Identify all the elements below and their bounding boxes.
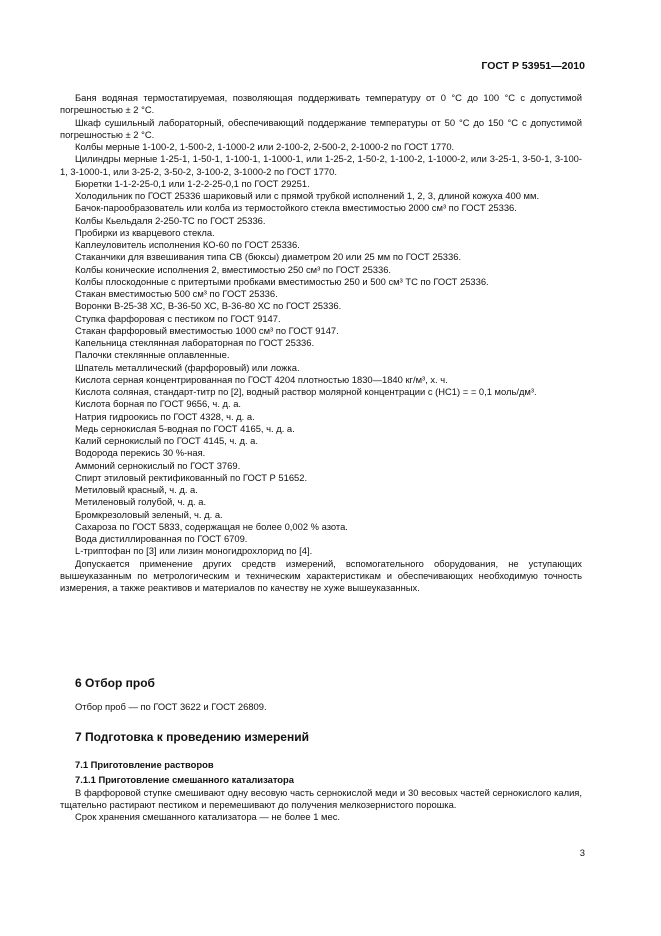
- list-item: Колбы мерные 1-100-2, 1-500-2, 1-1000-2 или 2-100-2, 2-500-2, 2-1000-2 по ГОСТ 1770.: [75, 141, 455, 152]
- section-7: [60, 730, 582, 823]
- list-item: Медь сернокислая 5-водная по ГОСТ 4165, ч. д. а.: [75, 422, 295, 434]
- list-item: Кислота серная концентрированная по ГОСТ 4204 плотностью 1830—1840 кг/м³, х. ч.: [75, 373, 448, 385]
- list-item: Колбы конические исполнения 2, вместимостью 250 см³ по ГОСТ 25336.: [75, 263, 392, 275]
- list-item: Вода дистиллированная по ГОСТ 6709.: [75, 533, 248, 544]
- document-code: ГОСТ Р 53951—2010: [481, 60, 585, 72]
- list-item: Каплеуловитель исполнения КО-60 по ГОСТ 25336.: [75, 239, 300, 250]
- list-item: Бромкрезоловый зеленый, ч. д. а.: [75, 508, 223, 520]
- list-item: Колбы Кьельдаля 2-250-ТС по ГОСТ 25336.: [75, 214, 266, 226]
- list-item: Метиловый красный, ч. д. а.: [75, 484, 198, 495]
- list-item: Сахароза по ГОСТ 5833, содержащая не более 0,002 % азота.: [75, 520, 348, 532]
- list-item: Кислота борная по ГОСТ 9656, ч. д. а.: [75, 398, 242, 410]
- list-item: Метиленовый голубой, ч. д. а.: [75, 496, 207, 508]
- list-item: Калий сернокислый по ГОСТ 4145, ч. д. а.: [75, 435, 258, 446]
- list-item: Бачок-парообразователь или колба из термостойкого стекла вместимостью 2000 см³ по ГОСТ 25336.: [75, 202, 517, 214]
- list-item: Баня водяная термостатируемая, позволяющая поддерживать температуру от 0 °С до 100 °С с допустимой погрешностью ± 2 °С.: [60, 92, 582, 116]
- list-item: Стакан вместимостью 500 см³ по ГОСТ 25336.: [75, 288, 278, 299]
- section-7-title: 7 Подготовка к проведению измерений: [75, 730, 309, 744]
- page-number: 3: [579, 847, 585, 858]
- subsection-7-1-1-title: 7.1.1 Приготовление смешанного катализатора: [75, 774, 294, 786]
- list-item: Кислота соляная, стандарт-титр по [2], водный раствор молярной концентрации с (НС1) = = 0,1 моль/дм³.: [75, 386, 537, 397]
- list-item: Допускается применение других средств измерений, вспомогательного оборудования, не уступающих вышеуказанным по метрологическим и техническим характеристикам и обеспечивающих необходимую точность измерения, а также реактивов и материалов по качеству не хуже вышеуказанных.: [60, 557, 582, 593]
- list-item: Водорода перекись 30 %-ная.: [75, 447, 206, 459]
- list-item: Стакан фарфоровый вместимостью 1000 см³ по ГОСТ 9147.: [75, 324, 339, 336]
- list-item: L-триптофан по [3] или лизин моногидрохлорид по [4].: [75, 545, 313, 557]
- list-item: Бюретки 1-1-2-25-0,1 или 1-2-2-25-0,1 по ГОСТ 29251.: [75, 177, 310, 189]
- list-item: Шпатель металлический (фарфоровый) или ложка.: [75, 361, 300, 373]
- section-7-paragraph: Срок хранения смешанного катализатора — не более 1 мес.: [75, 811, 340, 822]
- subsection-7-1-title: 7.1 Приготовление растворов: [75, 759, 214, 770]
- list-item: Воронки В-25-38 ХС, В-36-50 ХС, В-36-80 ХС по ГОСТ 25336.: [75, 300, 342, 312]
- list-item: Колбы плоскодонные с притертыми пробками вместимостью 250 и 500 см³ ТС по ГОСТ 25336.: [75, 275, 489, 287]
- list-item: Спирт этиловый ректификованный по ГОСТ Р 51652.: [75, 471, 308, 483]
- list-item: Стаканчики для взвешивания типа СВ (бюксы) диаметром 20 или 25 мм по ГОСТ 25336.: [75, 251, 462, 263]
- list-item: Шкаф сушильный лабораторный, обеспечивающий поддержание температуры от 50 °С до 150 °С с допустимой погрешностью ± 2 °С.: [60, 116, 582, 140]
- list-item: Цилиндры мерные 1-25-1, 1-50-1, 1-100-1, 1-1000-1, или 1-25-2, 1-50-2, 1-100-2, 1-1000-2, или 3-25-1, 3-50-1, 3-100-1, 3-1000-1, или 3-25-2, 3-50-2, 3-100-2, 3-1000-2 по ГОСТ 1770.: [60, 153, 582, 177]
- section-6-title: 6 Отбор проб: [75, 676, 155, 690]
- section-6: [60, 676, 582, 713]
- list-item: Капельница стеклянная лабораторная по ГОСТ 25336.: [75, 337, 315, 348]
- list-item: Ступка фарфоровая с пестиком по ГОСТ 9147.: [75, 312, 281, 324]
- list-item: Аммоний сернокислый по ГОСТ 3769.: [75, 459, 241, 471]
- list-item: Натрия гидроокись по ГОСТ 4328, ч. д. а.: [75, 410, 255, 422]
- list-item: Холодильник по ГОСТ 25336 шариковый или с прямой трубкой исполнений 1, 2, 3, длиной кожуха 400 мм.: [75, 190, 540, 201]
- list-item: Палочки стеклянные оплавленные.: [75, 349, 230, 361]
- section-6-text: Отбор проб — по ГОСТ 3622 и ГОСТ 26809.: [75, 701, 267, 712]
- section-7-paragraph: В фарфоровой ступке смешивают одну весовую часть сернокислой меди и 30 весовых частей сернокислого калия, тщательно растирают пестиком и перемешивают до получения мелкозернистого порошка.: [60, 786, 582, 810]
- list-item: Пробирки из кварцевого стекла.: [75, 226, 215, 238]
- equipment-list: [60, 92, 582, 594]
